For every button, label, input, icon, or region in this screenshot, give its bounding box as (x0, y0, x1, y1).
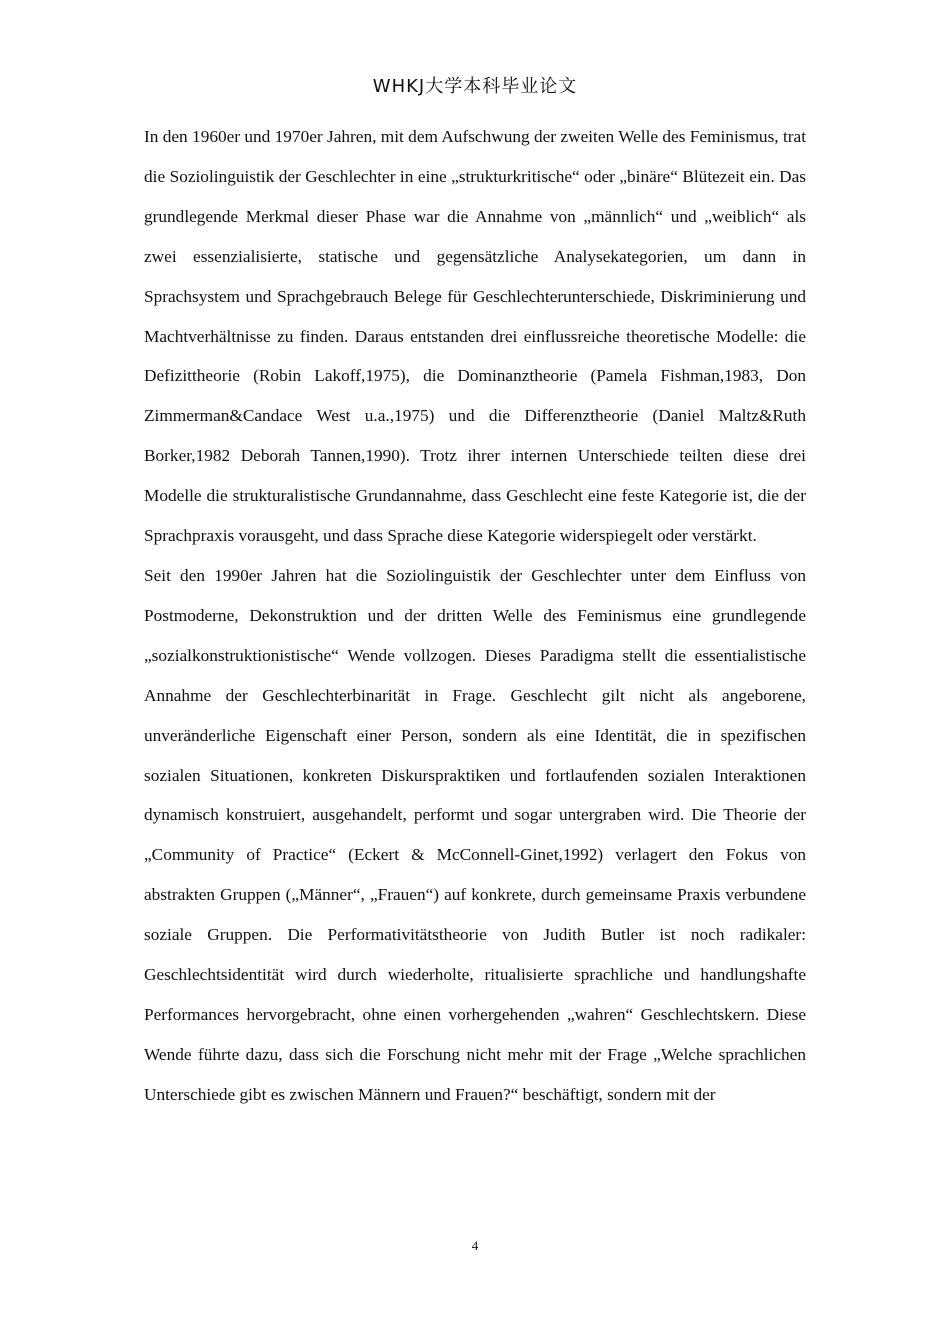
page-number: 4 (471, 1238, 479, 1253)
header-divider (144, 104, 806, 105)
body-text (144, 117, 806, 1115)
paragraph-2: Seit den 1990er Jahren hat die Soziolinguistik der Geschlechter unter dem Einfluss von Postmoderne, Dekonstruktion und der dritten Welle des Feminismus eine grundlegende „sozialkonstruktionistische“ Wende vollzogen. Dieses Paradigma stellt die essentialistische Annahme der Geschlechterbinarität in Frage. Geschlecht gilt nicht als angeborene, unveränderliche Eigenschaft einer Person, sondern als eine Identität, die in spezifischen sozialen Situationen, konkreten Diskurspraktiken und fortlaufenden sozialen Interaktionen dynamisch konstruiert, ausgehandelt, performt und sogar untergraben wird. Die Theorie der „Community of Practice“ (Eckert & McConnell-Ginet,1992) verlagert den Fokus von abstrakten Gruppen („Männer“, „Frauen“) auf konkrete, durch gemeinsame Praxis verbundene soziale Gruppen. Die Performativitätstheorie von Judith Butler ist noch radikaler: Geschlechtsidentität wird durch wiederholte, ritualisierte sprachliche und handlungshafte Performances hervorgebracht, ohne einen vorhergehenden „wahren“ Geschlechtskern. Diese Wende führte dazu, dass sich die Forschung nicht mehr mit der Frage „Welche sprachlichen Unterschiede gibt es zwischen Männern und Frauen?“ beschäftigt, sondern mit der (144, 565, 806, 1104)
page-header-title: WHKJ大学本科毕业论文 (372, 76, 578, 97)
paragraph-1: In den 1960er und 1970er Jahren, mit dem Aufschwung der zweiten Welle des Feminismus, trat die Soziolinguistik der Geschlechter in eine „strukturkritische“ oder „binäre“ Blütezeit ein. Das grundlegende Merkmal dieser Phase war die Annahme von „männlich“ und „weiblich“ als zwei essenzialisierte, statische und gegensätzliche Analysekategorien, um dann in Sprachsystem und Sprachgebrauch Belege für Geschlechterunterschiede, Diskriminierung und Machtverhältnisse zu finden. Daraus entstanden drei einflussreiche theoretische Modelle: die Defizittheorie (Robin Lakoff,1975), die Dominanztheorie (Pamela Fishman,1983, Don Zimmerman&Candace West u.a.,1975) und die Differenztheorie (Daniel Maltz&Ruth Borker,1982 Deborah Tannen,1990). Trotz ihrer internen Unterschiede teilten diese drei Modelle die strukturalistische Grundannahme, dass Geschlecht eine feste Kategorie ist, die der Sprachpraxis vorausgeht, und dass Sprache diese Kategorie widerspiegelt oder verstärkt. (144, 127, 806, 546)
